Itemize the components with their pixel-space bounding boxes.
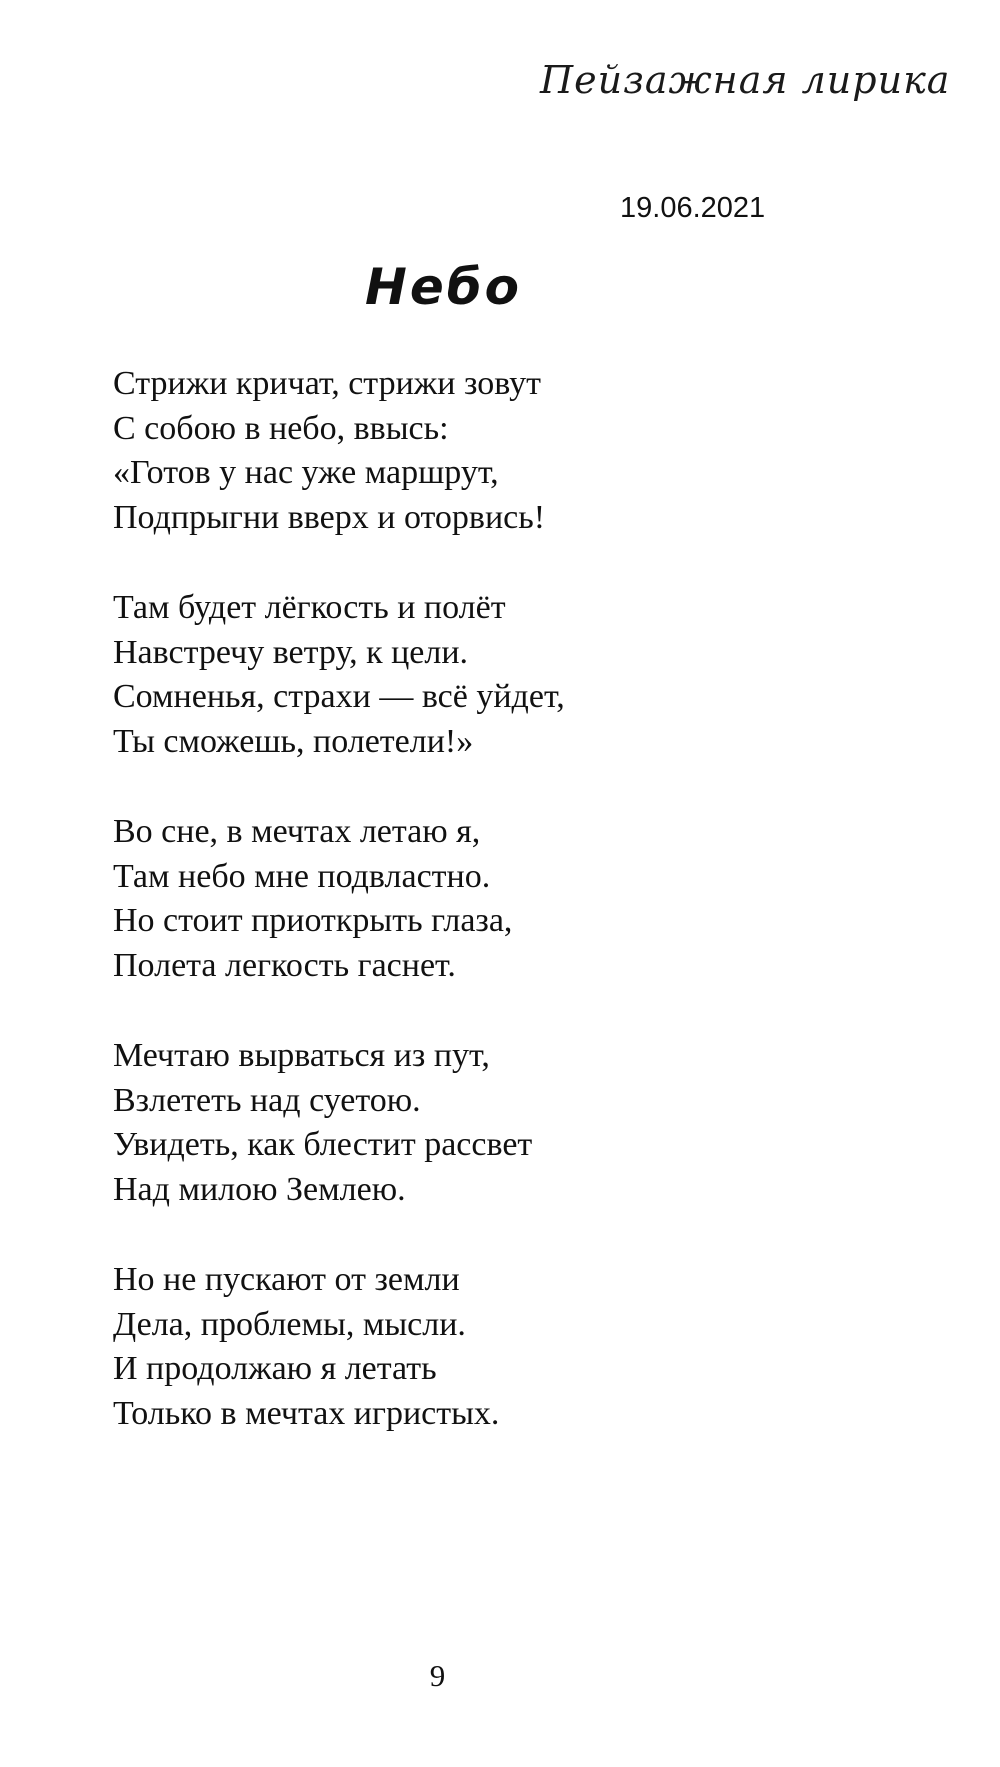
poem-body bbox=[113, 362, 873, 1482]
poem-line: Мечтаю вырваться из пут, bbox=[113, 1037, 490, 1074]
poem-line: Ты сможешь, полетели!» bbox=[113, 722, 474, 760]
page-number: 9 bbox=[429, 1658, 446, 1693]
poem-line: Там небо мне подвластно. bbox=[113, 857, 491, 895]
stanza-5 bbox=[113, 1258, 873, 1436]
poem-line: Во сне, в мечтах летаю я, bbox=[113, 813, 481, 850]
poem-line: Подпрыгни вверх и оторвись! bbox=[113, 498, 546, 536]
section-header: Пейзажная лирика bbox=[540, 58, 951, 102]
poem-line: Но не пускают от земли bbox=[113, 1261, 460, 1298]
poem-title: Небо bbox=[365, 258, 523, 316]
stanza-4 bbox=[113, 1034, 873, 1212]
poem-line: Стрижи кричат, стрижи зовут bbox=[113, 365, 541, 402]
poem-line: Но стоит приоткрыть глаза, bbox=[113, 902, 513, 939]
poem-line: С собою в небо, ввысь: bbox=[113, 409, 449, 447]
poem-line: Увидеть, как блестит рассвет bbox=[113, 1126, 533, 1163]
poem-date: 19.06.2021 bbox=[620, 192, 766, 224]
poem-line: Над милою Землею. bbox=[113, 1170, 406, 1208]
stanza-3 bbox=[113, 810, 873, 988]
stanza-2 bbox=[113, 586, 873, 764]
poem-line: Дела, проблемы, мысли. bbox=[113, 1305, 466, 1343]
poem-line: Полета легкость гаснет. bbox=[113, 946, 456, 984]
stanza-1 bbox=[113, 362, 873, 540]
poem-line: Сомненья, страхи — всё уйдет, bbox=[113, 678, 565, 715]
poem-line: И продолжаю я летать bbox=[113, 1350, 437, 1387]
poem-line: «Готов у нас уже маршрут, bbox=[113, 454, 499, 491]
poem-line: Только в мечтах игристых. bbox=[113, 1394, 500, 1432]
poem-line: Там будет лёгкость и полёт bbox=[113, 589, 506, 626]
poem-line: Навстречу ветру, к цели. bbox=[113, 633, 469, 671]
poem-line: Взлететь над суетою. bbox=[113, 1081, 421, 1119]
